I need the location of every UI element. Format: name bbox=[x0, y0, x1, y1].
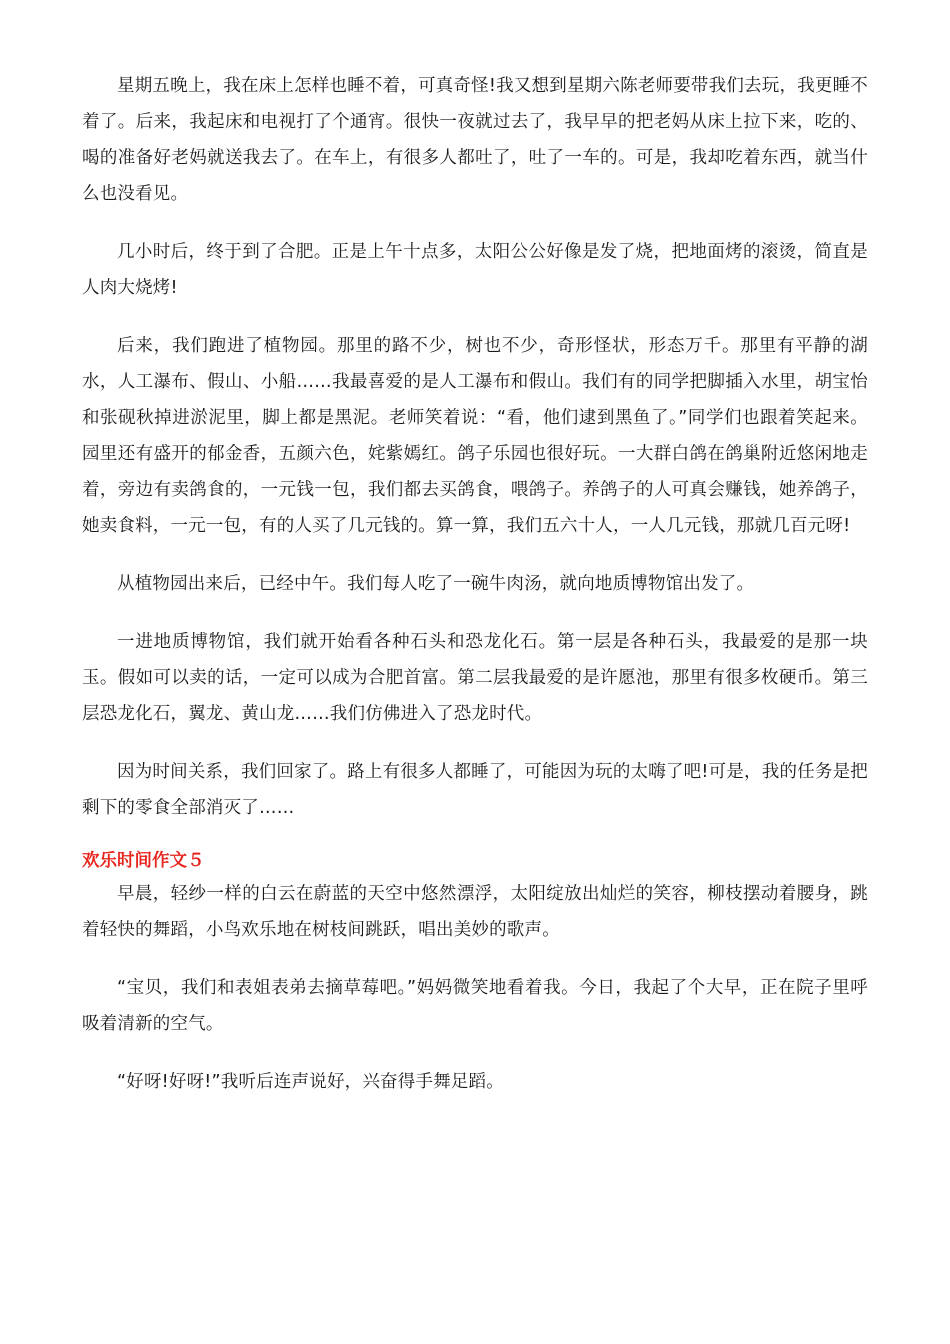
section-heading: 欢乐时间作文５ bbox=[82, 851, 205, 871]
paragraph-7: 早晨，轻纱一样的白云在蔚蓝的天空中悠然漂浮，太阳绽放出灿烂的笑容，柳枝摆动着腰身，跳着轻快的舞蹈，小鸟欢乐地在树枝间跳跃，唱出美妙的歌声。 bbox=[82, 884, 868, 940]
paragraph-1: 星期五晚上，我在床上怎样也睡不着，可真奇怪!我又想到星期六陈老师要带我们去玩，我更睡不着了。后来，我起床和电视打了个通宵。很快一夜就过去了，我早早的把老妈从床上拉下来，吃的、喝的准备好老妈就送我去了。在车上，有很多人都吐了，吐了一车的。可是，我却吃着东西，就当什么也没看见。 bbox=[82, 76, 868, 204]
paragraph-8: “宝贝，我们和表姐表弟去摘草莓吧。”妈妈微笑地看着我。今日，我起了个大早，正在院子里呼吸着清新的空气。 bbox=[82, 978, 868, 1034]
paragraph-5: 一进地质博物馆，我们就开始看各种石头和恐龙化石。第一层是各种石头，我最爱的是那一块玉。假如可以卖的话，一定可以成为合肥首富。第二层我最爱的是许愿池，那里有很多枚硬币。第三层恐龙化石，翼龙、黄山龙……我们仿佛进入了恐龙时代。 bbox=[82, 632, 868, 724]
document-page bbox=[82, 68, 868, 1122]
paragraph-4: 从植物园出来后，已经中午。我们每人吃了一碗牛肉汤，就向地质博物馆出发了。 bbox=[117, 574, 755, 594]
paragraph-2: 几小时后，终于到了合肥。正是上午十点多，太阳公公好像是发了烧，把地面烤的滚烫，简直是人肉大烧烤! bbox=[82, 242, 868, 298]
paragraph-9: “好呀!好呀!”我听后连声说好，兴奋得手舞足蹈。 bbox=[117, 1072, 504, 1092]
paragraph-6: 因为时间关系，我们回家了。路上有很多人都睡了，可能因为玩的太嗨了吧!可是，我的任务是把剩下的零食全部消灭了…… bbox=[82, 762, 868, 818]
paragraph-3: 后来，我们跑进了植物园。那里的路不少，树也不少，奇形怪状，形态万千。那里有平静的湖水，人工瀑布、假山、小船……我最喜爱的是人工瀑布和假山。我们有的同学把脚插入水里，胡宝怡和张砚秋掉进淤泥里，脚上都是黑泥。老师笑着说：“看，他们逮到黑鱼了。”同学们也跟着笑起来。园里还有盛开的郁金香，五颜六色，姹紫嫣红。鸽子乐园也很好玩。一大群白鸽在鸽巢附近悠闲地走着，旁边有卖鸽食的，一元钱一包，我们都去买鸽食，喂鸽子。养鸽子的人可真会赚钱，她养鸽子，她卖食料，一元一包，有的人买了几元钱的。算一算，我们五六十人，一人几元钱，那就几百元呀! bbox=[82, 336, 868, 536]
